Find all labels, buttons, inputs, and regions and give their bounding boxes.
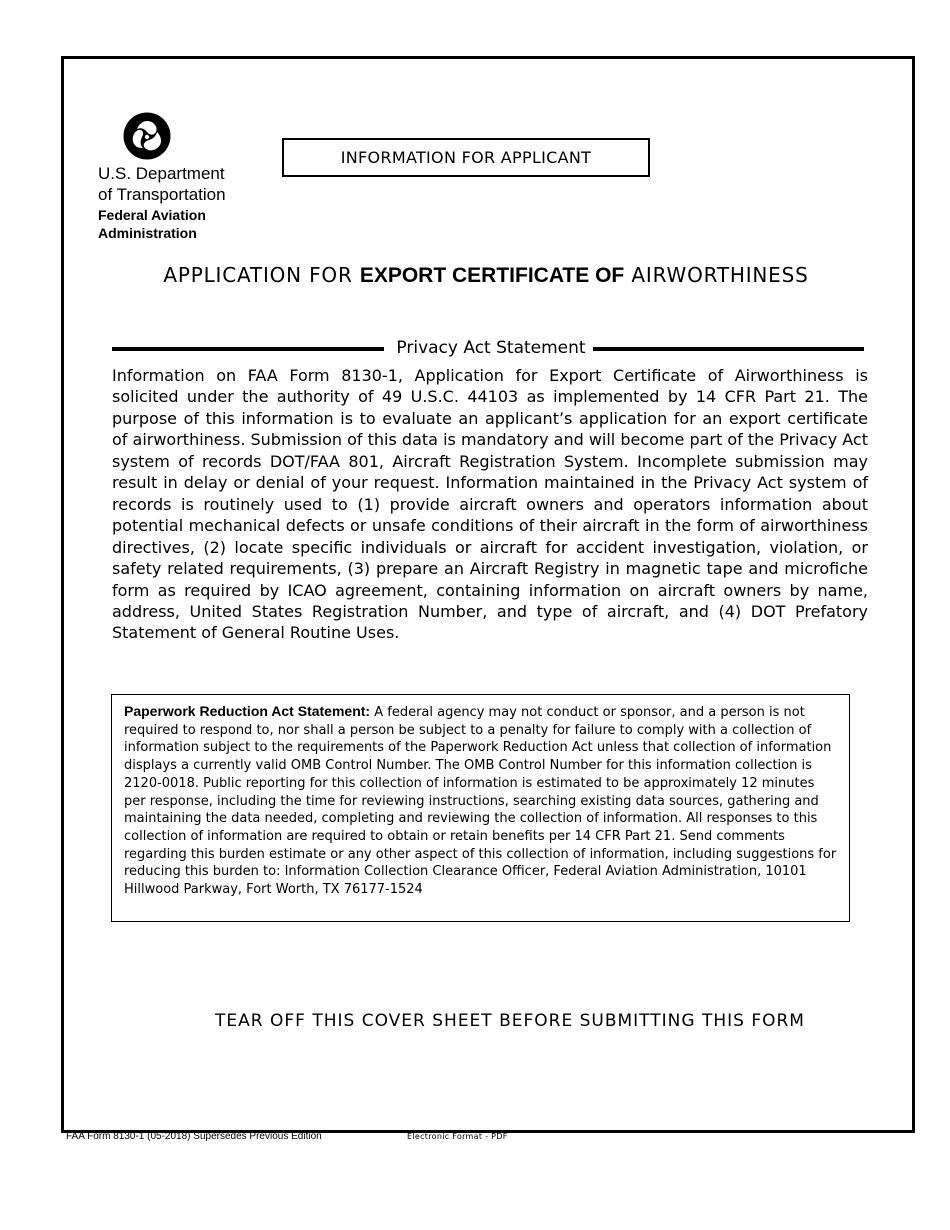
privacy-act-heading: [112, 336, 864, 360]
privacy-act-heading-label: Privacy Act Statement: [396, 338, 586, 358]
agency-line-1: Federal Aviation: [98, 207, 206, 223]
title-bold: EXPORT CERTIFICATE OF: [359, 264, 625, 287]
paperwork-reduction-box: [111, 694, 850, 922]
department-name: [98, 163, 226, 205]
paperwork-body: A federal agency may not conduct or sponsor, and a person is not required to respond to, nor shall a person be subject to a penalty for failure to comply with a collection of information subject to the requirements of the Paperwork Reduction Act unless that collection of information displays a currently valid OMB Control Number. The OMB Control Number for this information collection is 2120-0018. Public reporting for this collection of information is estimated to be approximately 12 minutes per response, including the time for reviewing instructions, searching existing data sources, gathering and maintaining the data needed, completing and reviewing the collection of information. All responses to this collection of information are required to obtain or retain benefits per 14 CFR Part 21. Send comments regarding this burden estimate or any other aspect of this collection of information, including suggestions for reducing this burden to: Information Collection Clearance Officer, Federal Aviation Administration, 10101 Hillwood Parkway, Fort Worth, TX 76177-1524: [124, 705, 837, 898]
tear-off-notice: TEAR OFF THIS COVER SHEET BEFORE SUBMITTING THIS FORM: [215, 1011, 805, 1031]
heading-rule-left: [112, 347, 384, 351]
department-line-1: U.S. Department: [98, 164, 225, 183]
department-line-2: of Transportation: [98, 185, 226, 204]
agency-name: [98, 206, 206, 242]
agency-line-2: Administration: [98, 225, 197, 241]
title-suffix: AIRWORTHINESS: [624, 263, 809, 287]
title-prefix: APPLICATION FOR: [163, 263, 360, 287]
privacy-act-statement: Information on FAA Form 8130-1, Application for Export Certificate of Airworthiness is solicited under the authority of 49 U.S.C. 44103 as implemented by 14 CFR Part 21. The purpose of this information is to evaluate an applicant’s application for an export certificate of airworthiness. Submission of this data is mandatory and will become part of the Privacy Act system of records DOT/FAA 801, Aircraft Registration System. Incomplete submission may result in delay or denial of your request. Information maintained in the Privacy Act system of records is routinely used to (1) provide aircraft owners and operators information about potential mechanical defects or unsafe conditions of their aircraft in the form of airworthiness directives, (2) locate specific individuals or aircraft for accident investigation, violation, or safety related requirements, (3) prepare an Aircraft Registry in magnetic tape and microfiche form as required by ICAO agreement, containing information on aircraft owners by name, address, United States Registration Number, and type of aircraft, and (4) DOT Prefatory Statement of General Routine Uses.: [112, 366, 868, 643]
dot-logo-icon: [123, 112, 171, 160]
form-identifier: FAA Form 8130-1 (05-2018) Supersedes Previous Edition: [66, 1131, 322, 1142]
paperwork-label: Paperwork Reduction Act Statement:: [124, 703, 371, 719]
application-title: [80, 263, 892, 288]
format-note: Electronic Format - PDF: [407, 1132, 508, 1141]
heading-rule-right: [593, 347, 864, 351]
info-for-applicant-box: INFORMATION FOR APPLICANT: [282, 138, 650, 177]
